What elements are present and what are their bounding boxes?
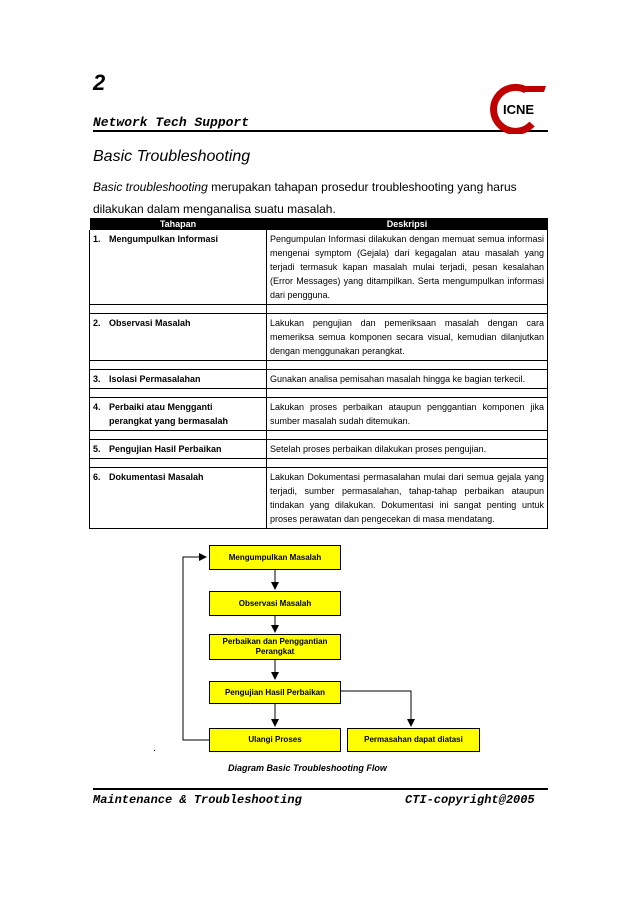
footer-rule [93,788,548,790]
table-spacer [90,361,548,370]
step-label: Isolasi Permasalahan [109,374,201,384]
intro-emphasis: Basic troubleshooting [93,180,208,194]
table-row [90,230,548,305]
table-row [90,468,548,529]
step-label: Pengujian Hasil Perbaikan [109,444,222,454]
step-description: Lakukan proses perbaikan ataupun penggantian komponen jika sumber masalah sudah ditemukan. [267,398,548,431]
step-label: Dokumentasi Masalah [109,472,204,482]
flow-box-repair: Perbaikan dan Penggantian Perangkat [209,634,341,660]
step-number: 1. [93,234,101,244]
step-number: 2. [93,318,101,328]
step-description: Lakukan Dokumentasi permasalahan mulai dari semua gejala yang terjadi, sumber permasalahan, tahap-tahap perbaikan ataupun tindakan yang dilakukan. Dokumentasi ini sangat penting untuk proses perawatan dan pengecekan di masa mendatang. [267,468,548,529]
table-spacer [90,459,548,468]
table-row [90,314,548,361]
troubleshooting-table [89,218,548,529]
page-number: 2 [93,70,106,95]
footer-left: Maintenance & Troubleshooting [93,793,302,807]
table-spacer [90,389,548,398]
section-title: Basic Troubleshooting [93,148,251,165]
table-row [90,398,548,431]
flow-box-repeat: Ulangi Proses [209,728,341,752]
diagram-caption: Diagram Basic Troubleshooting Flow [228,763,387,773]
arrow-repeat-collect [183,557,209,740]
intro-text: merupakan tahapan prosedur troubleshooting yang harus dilakukan dalam menganalisa suatu masalah. [93,180,517,216]
header-title: Network Tech Support [93,115,250,130]
step-description: Setelah proses perbaikan dilakukan proses pengujian. [267,440,548,459]
flow-box-collect: Mengumpulkan Masalah [209,545,341,570]
flow-box-solved: Permasahan dapat diatasi [347,728,480,752]
arrow-test-solved [340,691,411,726]
step-number: 4. [93,402,101,412]
header-rule [93,130,548,132]
table-spacer [90,431,548,440]
logo-text: ICNE [503,102,535,117]
stray-dot: . [153,743,156,754]
step-number: 5. [93,444,101,454]
step-label: Perbaiki atau Mengganti perangkat yang bermasalah [109,402,229,426]
header-tahapan: Tahapan [90,218,267,230]
step-description: Pengumpulan Informasi dilakukan dengan memuat semua informasi mengenai symptom (Gejala) dari kegagalan atau masalah yang terjadi termasuk kapan masalah mulai terjadi, pesan kesalahan (Error Messages) yang ditampilkan. Serta mengumpulkan informasi dari pengguna. [267,230,548,305]
table-row [90,440,548,459]
step-number: 6. [93,472,101,482]
flow-box-test: Pengujian Hasil Perbaikan [209,681,341,704]
step-label: Mengumpulkan Informasi [109,234,219,244]
icne-logo [486,82,550,134]
header-deskripsi: Deskripsi [267,218,548,230]
step-description: Gunakan analisa pemisahan masalah hingga ke bagian terkecil. [267,370,548,389]
footer-right: CTI-copyright@2005 [405,793,535,807]
table-row [90,370,548,389]
step-description: Lakukan pengujian dan pemeriksaan masalah dengan cara memeriksa semua komponen secara visual, kemudian dilanjutkan dengan menggunakan perangkat. [267,314,548,361]
step-label: Observasi Masalah [109,318,191,328]
intro-paragraph [93,176,549,220]
flow-box-observe: Observasi Masalah [209,591,341,616]
table-spacer [90,305,548,314]
step-number: 3. [93,374,101,384]
